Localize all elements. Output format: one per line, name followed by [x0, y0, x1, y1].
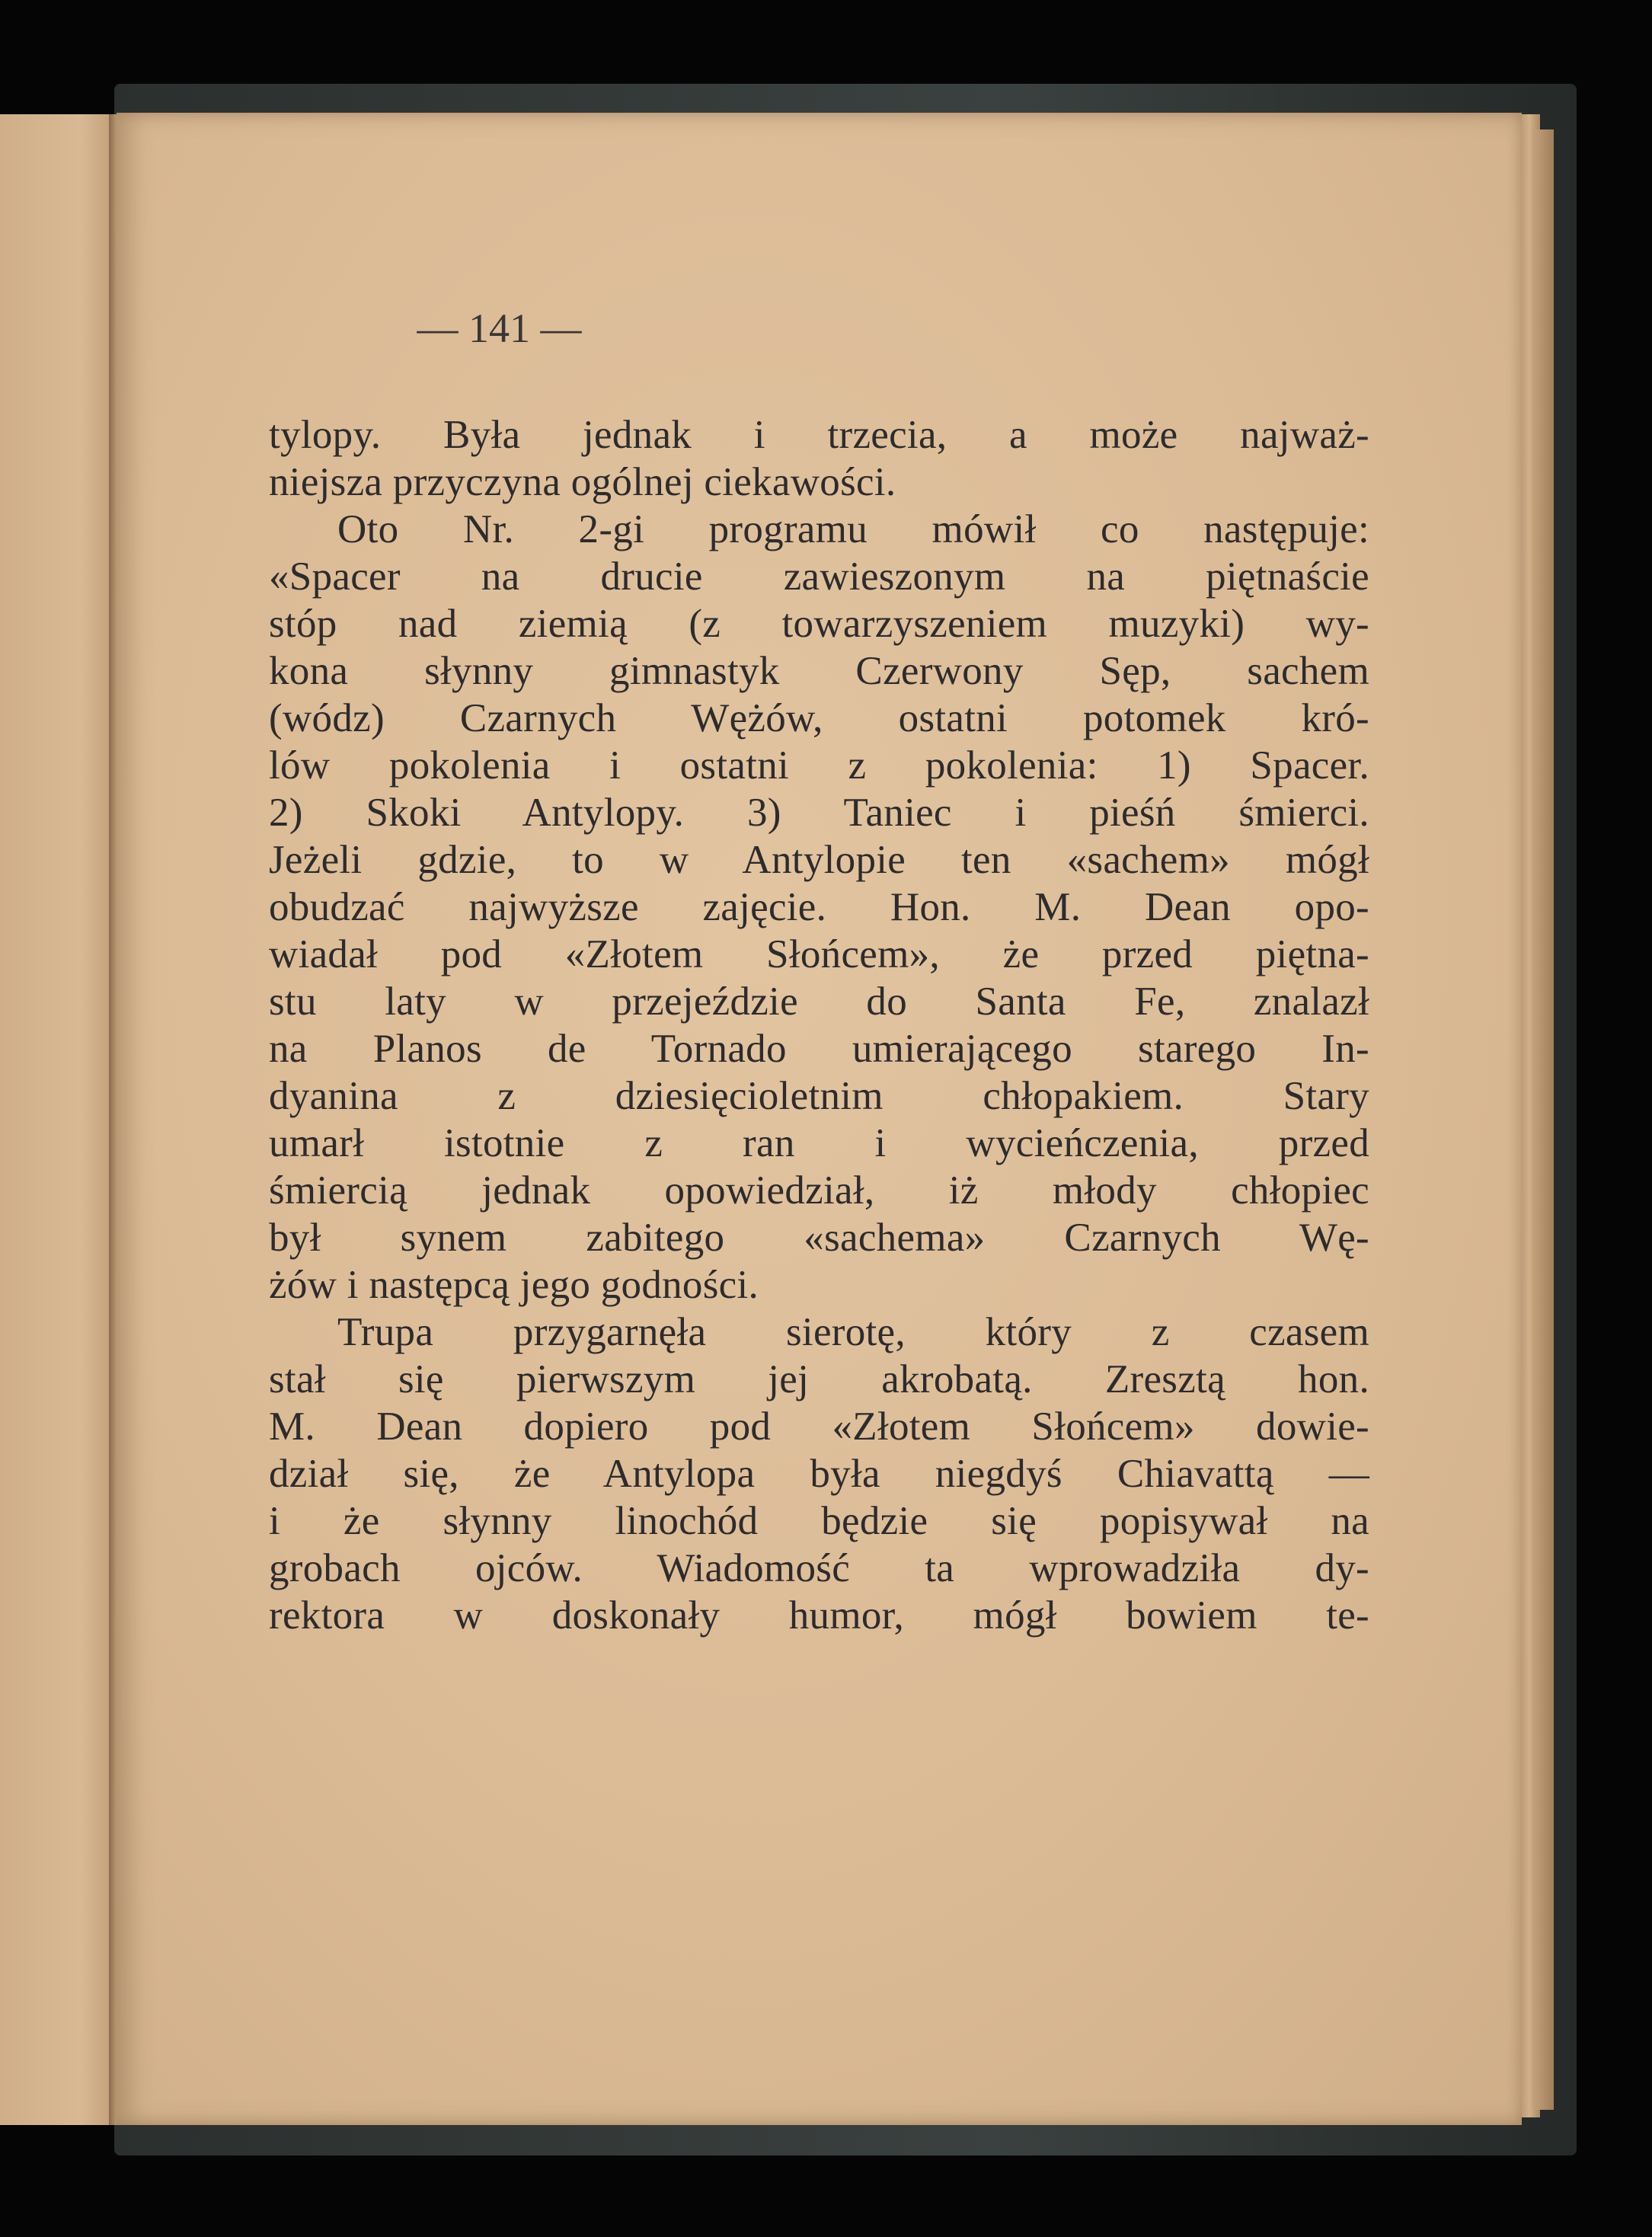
text-line: na Planos de Tornado umierającego starego In- [269, 1027, 1369, 1071]
page-number-text: — 141 — [417, 305, 582, 351]
text-line: «Spacer na drucie zawieszonym na piętnaście [269, 554, 1369, 599]
text-line: lów pokolenia i ostatni z pokolenia: 1) Spacer. [269, 743, 1369, 788]
facing-page [0, 114, 114, 2125]
text-line: stóp nad ziemią (z towarzyszeniem muzyki) wy- [269, 602, 1369, 646]
text-line: Jeżeli gdzie, to w Antylopie ten «sachem» mógł [269, 838, 1369, 882]
text-line: (wódz) Czarnych Wężów, ostatni potomek kró- [269, 696, 1369, 740]
text-line: Trupa przygarnęła sierotę, który z czasem [337, 1310, 1369, 1354]
page-edges-back [1532, 129, 1554, 2110]
text-line: był synem zabitego «sachema» Czarnych Wę- [269, 1216, 1369, 1260]
text-line: umarł istotnie z ran i wycieńczenia, przed [269, 1121, 1369, 1165]
text-line: śmiercią jednak opowiedział, iż młody chłopiec [269, 1168, 1369, 1213]
book-gutter [109, 114, 117, 2125]
text-line: dział się, że Antylopa była niegdyś Chiavattą — [269, 1452, 1369, 1496]
text-line: tylopy. Była jednak i trzecia, a może najważ- [269, 413, 1369, 457]
text-line: obudzać najwyższe zajęcie. Hon. M. Dean opo- [269, 885, 1369, 929]
text-line: i że słynny linochód będzie się popisywał na [269, 1499, 1369, 1543]
text-line: żów i następcą jego godności. [269, 1263, 759, 1307]
text-line: stu laty w przejeździe do Santa Fe, znalazł [269, 979, 1369, 1024]
book-page [117, 113, 1522, 2125]
text-line: Oto Nr. 2-gi programu mówił co następuje: [337, 507, 1369, 551]
text-line: wiadał pod «Złotem Słońcem», że przed piętna- [269, 932, 1369, 976]
text-line: grobach ojców. Wiadomość ta wprowadziła dy- [269, 1546, 1369, 1590]
text-line: rektora w doskonały humor, mógł bowiem te- [269, 1593, 1369, 1638]
text-line: kona słynny gimnastyk Czerwony Sęp, sachem [269, 649, 1369, 693]
text-line: dyanina z dziesięcioletnim chłopakiem. Stary [269, 1074, 1369, 1118]
text-line: 2) Skoki Antylopy. 3) Taniec i pieśń śmierci. [269, 791, 1369, 835]
page-text [269, 411, 1369, 1639]
text-line: niejsza przyczyna ogólnej ciekawości. [269, 460, 896, 504]
text-line: M. Dean dopiero pod «Złotem Słońcem» dowie- [269, 1405, 1369, 1449]
text-line: stał się pierwszym jej akrobatą. Zresztą hon. [269, 1357, 1369, 1401]
